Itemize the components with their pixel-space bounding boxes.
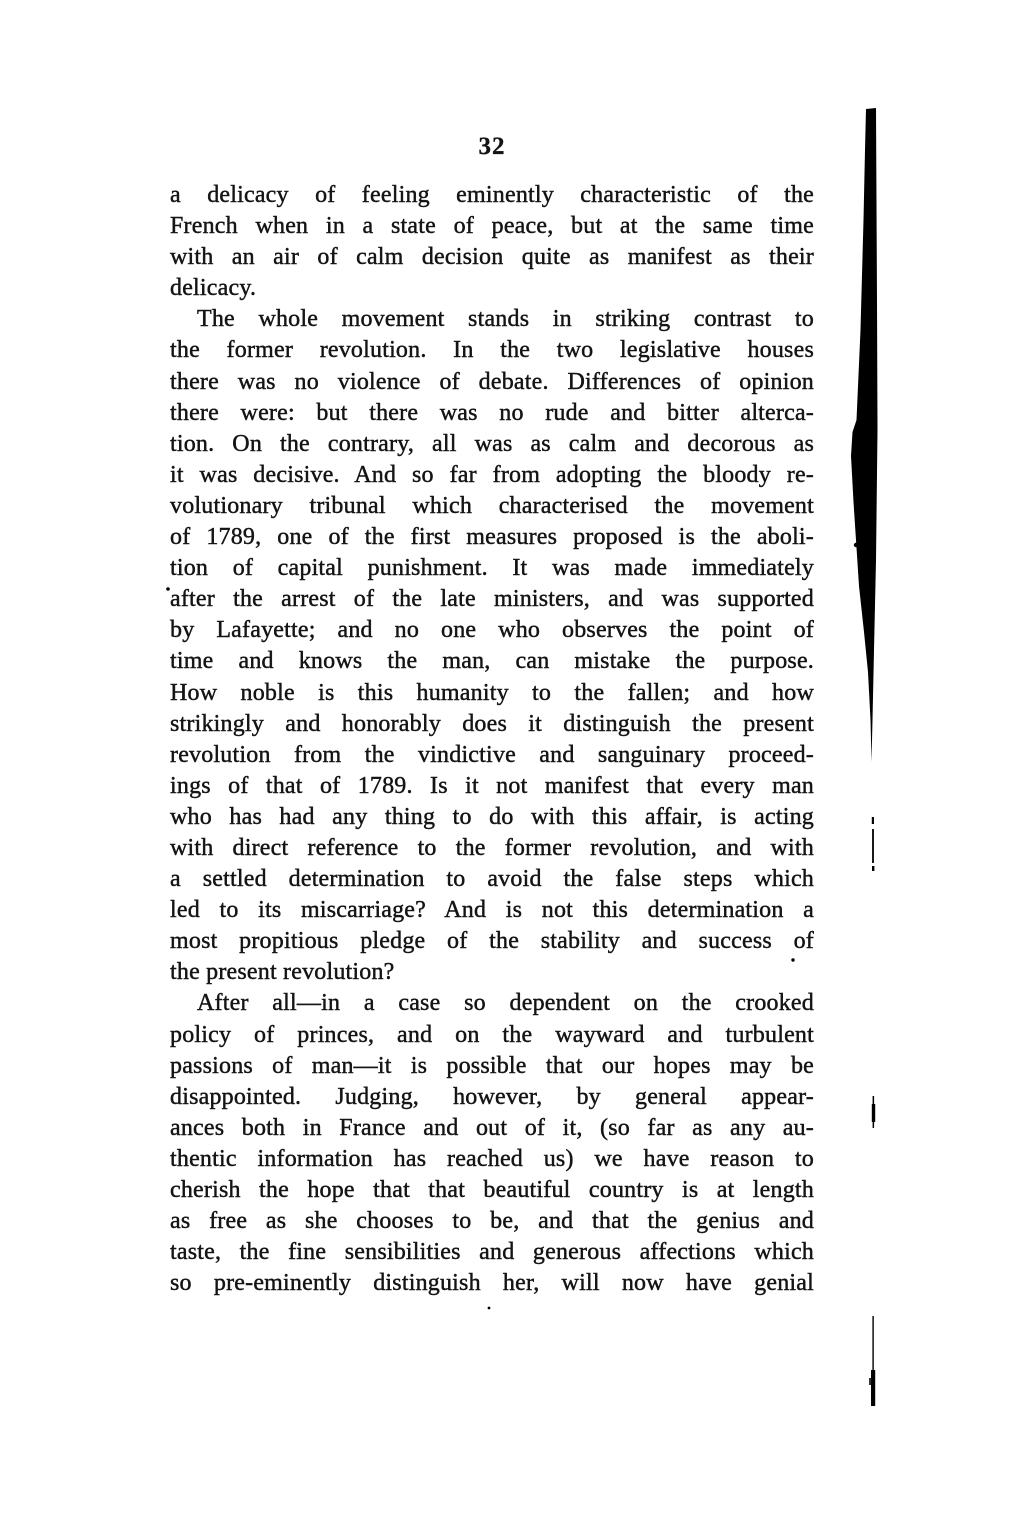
text-line: After all—in a case so dependent on the crooked: [197, 990, 814, 1017]
text-line: ances both in France and out of it, (so far as any au-: [170, 1114, 814, 1141]
text-line: there were: but there was no rude and bitter alterca-: [170, 399, 814, 426]
text-line: delicacy.: [170, 275, 257, 302]
text-line: time and knows the man, can mistake the purpose.: [170, 648, 814, 675]
text-block: [170, 180, 814, 1299]
text-line: passions of man—it is possible that our hopes may be: [170, 1052, 814, 1079]
text-line: there was no violence of debate. Differences of opinion: [170, 368, 814, 395]
text-line: it was decisive. And so far from adopting the bloody re-: [170, 461, 814, 488]
text-line: most propitious pledge of the stability and success of: [170, 928, 814, 955]
text-line: with an air of calm decision quite as manifest as their: [170, 244, 814, 271]
text-line: who has had any thing to do with this affair, is acting: [170, 803, 814, 830]
text-line: taste, the fine sensibilities and generous affections which: [170, 1239, 814, 1266]
text-line: a delicacy of feeling eminently characteristic of the: [170, 182, 814, 208]
edge-bottom-streak-artifact: [869, 1316, 875, 1406]
text-line: as free as she chooses to be, and that the genius and: [170, 1208, 814, 1235]
text-line: volutionary tribunal which characterised the movement: [170, 492, 814, 519]
text-line: so pre-eminently distinguish her, will now have genial: [170, 1270, 814, 1297]
edge-dash-marks-artifact: [872, 817, 875, 871]
binding-streak-artifact: [851, 108, 878, 762]
text-line: led to its miscarriage? And is not this determination a: [170, 897, 814, 924]
text-line: the former revolution. In the two legislative houses: [170, 337, 814, 364]
text-line: strikingly and honorably does it distinguish the present: [170, 710, 814, 737]
paragraph: [170, 180, 814, 304]
text-line: of 1789, one of the first measures proposed is the aboli-: [170, 524, 814, 551]
text-line: with direct reference to the former revolution, and with: [170, 834, 814, 861]
text-line: tion. On the contrary, all was as calm and decorous as: [170, 430, 814, 457]
text-line: the present revolution?: [170, 959, 395, 986]
page-number: 32: [478, 133, 506, 160]
text-line: thentic information has reached us) we have reason to: [170, 1145, 814, 1172]
text-line: after the arrest of the late ministers, and was supported: [170, 586, 814, 613]
paragraph: [170, 988, 814, 1299]
text-line: revolution from the vindictive and sanguinary proceed-: [170, 741, 814, 768]
edge-tick-mark-artifact: [872, 1096, 875, 1128]
text-line: policy of princes, and on the wayward and turbulent: [170, 1021, 814, 1048]
text-line: disappointed. Judging, however, by general appear-: [170, 1083, 814, 1110]
text-line: cherish the hope that that beautiful country is at length: [170, 1177, 814, 1203]
text-line: a settled determination to avoid the false steps which: [170, 866, 814, 893]
text-line: The whole movement stands in striking contrast to: [197, 306, 814, 333]
text-line: tion of capital punishment. It was made immediately: [170, 555, 814, 582]
text-line: ings of that of 1789. Is it not manifest that every man: [170, 772, 814, 799]
paragraph: [170, 304, 814, 988]
text-line: How noble is this humanity to the fallen; and how: [170, 679, 814, 706]
text-line: French when in a state of peace, but at the same time: [170, 213, 814, 240]
text-line: by Lafayette; and no one who observes the point of: [170, 617, 814, 644]
